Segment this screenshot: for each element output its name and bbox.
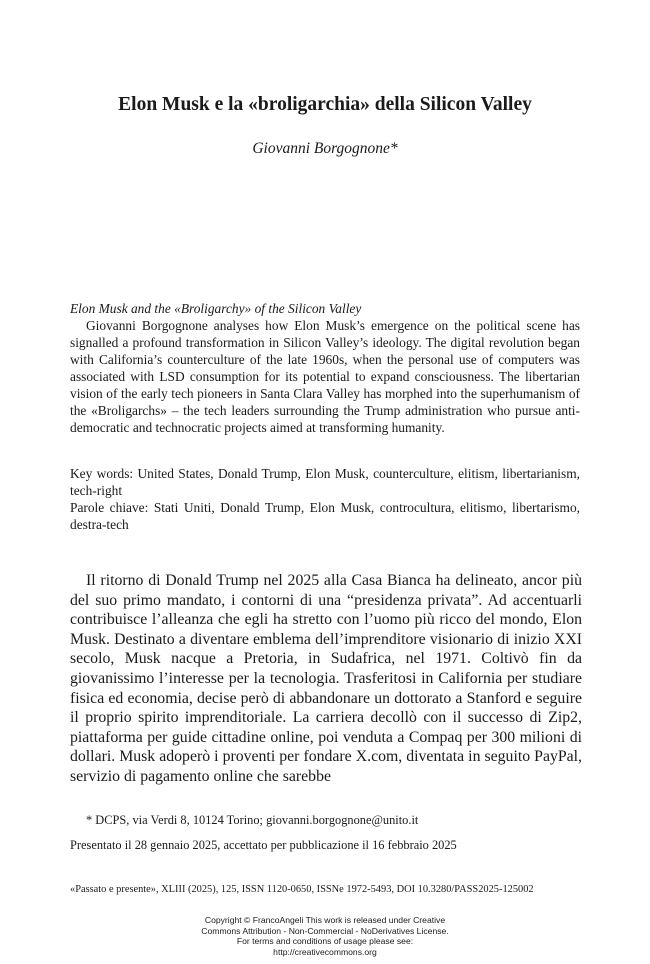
- abstract: [70, 300, 580, 436]
- keywords-english: Key words: United States, Donald Trump, Elon Musk, counterculture, elitism, libertarianism, tech-right: [70, 466, 580, 498]
- license-line: For terms and conditions of usage please see:: [236, 936, 414, 947]
- license-line: Copyright © FrancoAngeli This work is released under Creative: [204, 915, 446, 925]
- abstract-title: Elon Musk and the «Broligarchy» of the Silicon Valley: [70, 301, 362, 316]
- journal-citation: «Passato e presente», XLIII (2025), 125, ISSN 1120-0650, ISSNe 1972-5493, DOI 10.3280/PASS2025-125002: [70, 884, 534, 895]
- abstract-body: Giovanni Borgognone analyses how Elon Musk’s emergence on the political scene has signalled a profound transformation in Silicon Valley’s ideology. The digital revolution began with California’s counterculture of the late 1960s, when the personal use of computers was associated with LSD consumption for its potential to expand consciousness. The libertarian vision of the early tech pioneers in Santa Clara Valley has morphed into the superhumanism of the «Broligarchs» – the tech leaders surrounding the Trump administration who pursue anti-democratic and technocratic projects aimed at transforming humanity.: [70, 318, 580, 435]
- license-line: Commons Attribution - Non-Commercial - NoDerivatives License.: [201, 925, 449, 936]
- keywords: [70, 465, 580, 533]
- license-notice: [0, 915, 650, 957]
- keywords-italian: Parole chiave: Stati Uniti, Donald Trump, Elon Musk, controcultura, elitismo, libertarismo, destra-tech: [70, 500, 580, 532]
- paper-title: Elon Musk e la «broligarchia» della Silicon Valley: [118, 94, 532, 115]
- body-paragraph: Il ritorno di Donald Trump nel 2025 alla Casa Bianca ha delineato, ancor più del suo primo mandato, i contorni di una “presidenza privata”. Ad accentuarli contribuisce l’alleanza che egli ha stretto con l’uomo più ricco del mondo, Elon Musk. Destinato a diventare emblema dell’imprenditore visionario di inizio XXI secolo, Musk nacque a Pretoria, in Sudafrica, nel 1971. Coltivò fin da giovanissimo l’interesse per la tecnologia. Trasferitosi in California per studiare fisica ed economia, decise però di abbandonare un dottorato a Stanford e seguire il proprio spirito imprenditoriale. La carriera decollò con il successo di Zip2, piattaforma per guide cittadine online, poi venduta a Compaq per 300 milioni di dollari. Musk adoperò i proventi per fondare X.com, diventata in seguito PayPal, servizio di pagamento online che sarebbe: [70, 572, 582, 785]
- submission-dates: Presentato il 28 gennaio 2025, accettato per pubblicazione il 16 febbraio 2025: [70, 838, 457, 852]
- author-footnote: * DCPS, via Verdi 8, 10124 Torino; giovanni.borgognone@unito.it: [86, 813, 419, 827]
- author-name: Giovanni Borgognone*: [252, 140, 398, 157]
- license-link[interactable]: http://creativecommons.org: [273, 946, 377, 957]
